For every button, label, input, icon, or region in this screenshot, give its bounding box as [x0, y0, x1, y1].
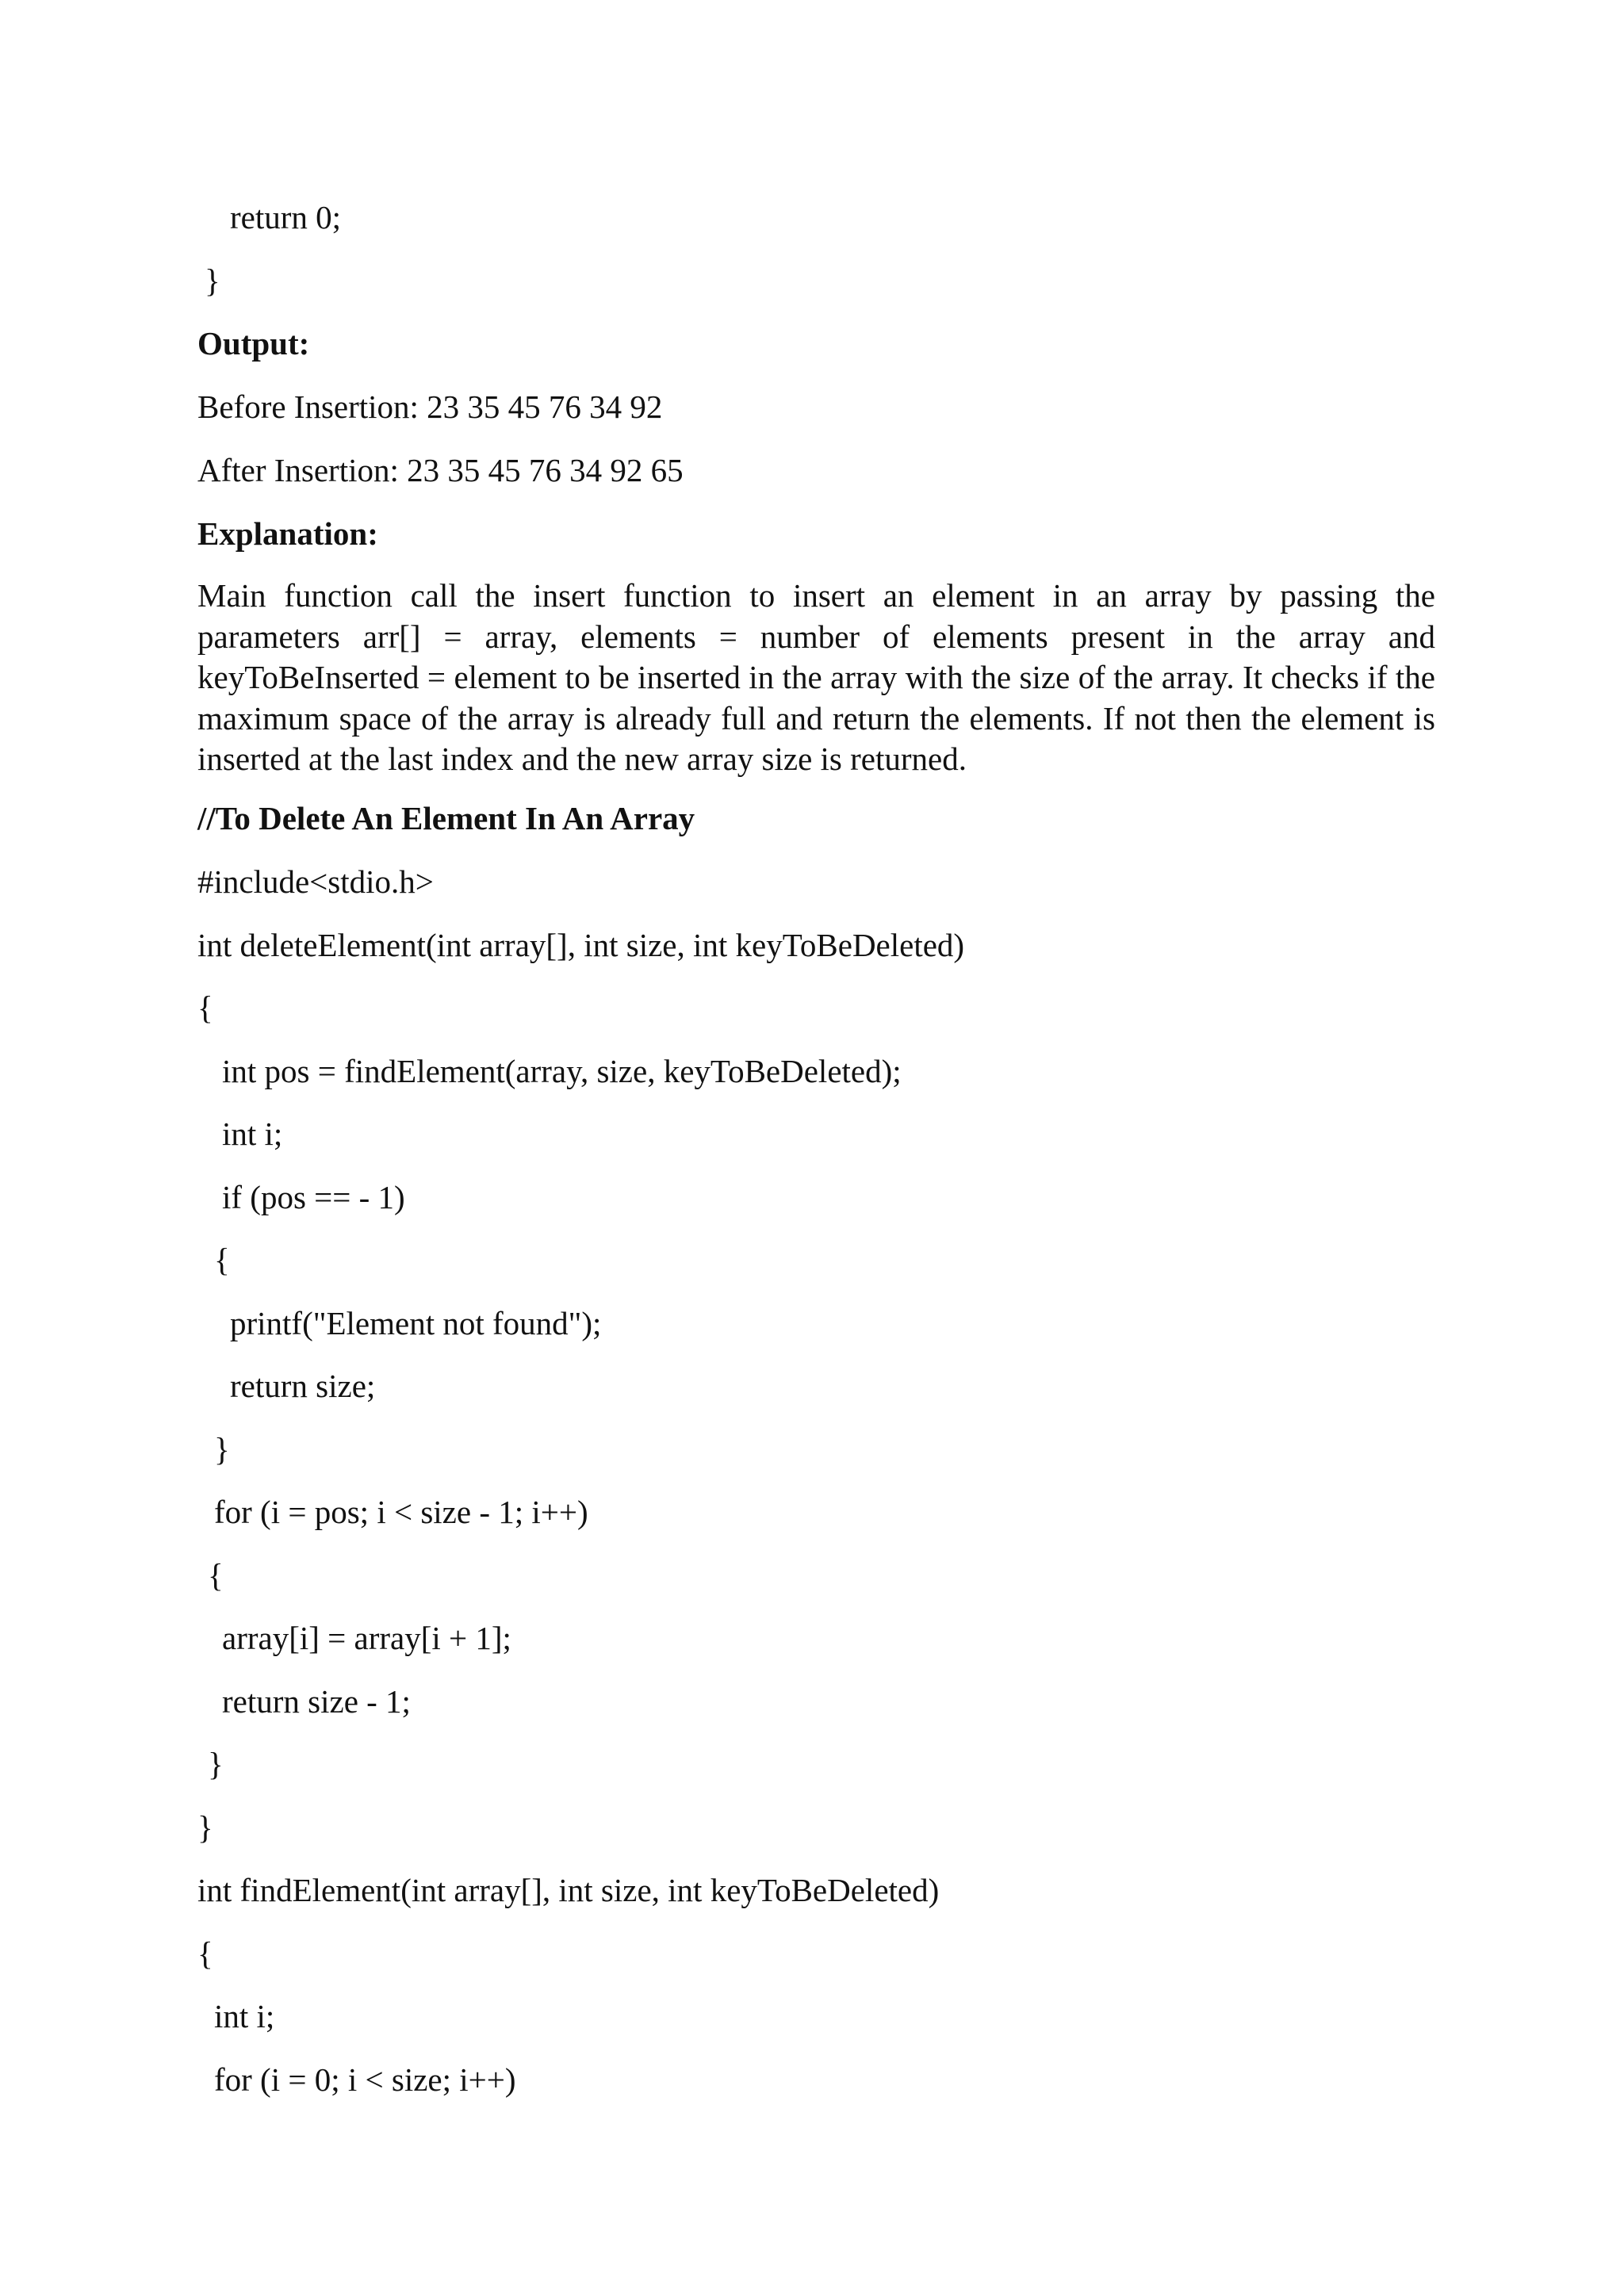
code-line: int pos = findElement(array, size, keyToBeDeleted); [222, 1053, 902, 1089]
code-line: #include<stdio.h> [197, 863, 434, 900]
output-line: After Insertion: 23 35 45 76 34 92 65 [197, 452, 684, 488]
code-line: return size - 1; [222, 1683, 411, 1720]
code-line: for (i = pos; i < size - 1; i++) [214, 1494, 588, 1530]
code-line: { [197, 1935, 213, 1972]
code-line: int deleteElement(int array[], int size, int keyToBeDeleted) [197, 927, 965, 963]
explanation-paragraph: Main function call the insert function to insert an element in an array by passing the parameters arr[] = array, elements = number of elements present in the array and keyToBeInserted = element to be inserted in the array with the size of the array. It checks if the maximum space of the array is already full and return the elements. If not then the element is inserted at the last index and the new array size is returned. [197, 577, 1435, 777]
code-line: return size; [230, 1368, 376, 1404]
code-line: { [197, 989, 213, 1026]
code-line: } [205, 262, 220, 299]
code-line: } [208, 1746, 224, 1782]
code-line: int i; [222, 1115, 283, 1152]
code-line: for (i = 0; i < size; i++) [214, 2061, 516, 2098]
code-line: } [197, 1809, 213, 1846]
code-line: array[i] = array[i + 1]; [222, 1620, 511, 1656]
code-line: return 0; [230, 199, 342, 235]
code-line: int findElement(int array[], int size, int keyToBeDeleted) [197, 1872, 940, 1908]
code-line: { [214, 1242, 230, 1278]
code-line: { [208, 1557, 224, 1594]
section-heading: //To Delete An Element In An Array [197, 800, 695, 836]
code-line: printf("Element not found"); [230, 1305, 602, 1341]
code-line: } [214, 1431, 230, 1468]
code-line: if (pos == - 1) [222, 1179, 405, 1215]
explanation-heading: Explanation: [197, 515, 378, 552]
output-heading: Output: [197, 325, 310, 362]
code-line: int i; [214, 1998, 275, 2034]
output-line: Before Insertion: 23 35 45 76 34 92 [197, 388, 663, 425]
